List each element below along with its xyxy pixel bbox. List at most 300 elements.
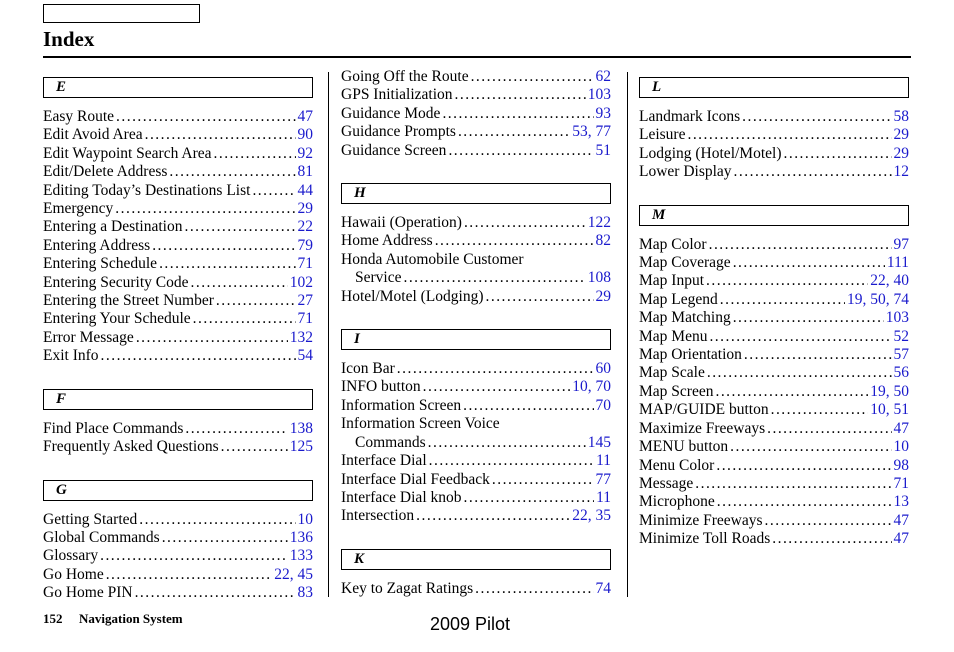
index-entry	[43, 511, 313, 529]
index-entry-heading: Information Screen Voice	[341, 415, 500, 433]
page-refs	[894, 512, 910, 530]
page-refs	[290, 547, 313, 565]
dot-leader	[784, 145, 892, 163]
page-link[interactable]: 103	[885, 309, 909, 327]
index-entry-term: Glossary	[43, 547, 99, 565]
page-refs	[298, 145, 314, 163]
page-refs	[596, 288, 612, 306]
index-entry	[639, 309, 909, 327]
index-entry	[341, 68, 611, 86]
index-entry	[639, 438, 909, 456]
index-entry	[639, 475, 909, 493]
page-link[interactable]: 29	[595, 287, 611, 305]
index-entry	[639, 272, 909, 290]
page-link[interactable]: 10	[870, 401, 886, 419]
index-entry-term: Going Off the Route	[341, 68, 469, 85]
page-refs	[894, 438, 910, 456]
page-refs	[298, 255, 314, 273]
index-entry-term: Error Message	[43, 328, 134, 346]
dot-leader	[716, 457, 891, 475]
page-refs	[894, 475, 910, 493]
page-refs	[894, 530, 910, 548]
page-refs: 22, 40	[870, 272, 909, 290]
page-link[interactable]: 62	[595, 68, 611, 85]
index-entry	[43, 547, 313, 565]
page-number: 152	[43, 611, 63, 626]
dot-leader	[185, 420, 287, 438]
page-refs: 22, 45	[274, 565, 313, 583]
page-refs	[298, 200, 314, 218]
dot-leader	[135, 584, 296, 602]
section-letter: G	[43, 480, 313, 501]
page-refs	[298, 292, 314, 310]
page-link[interactable]: 56	[893, 364, 909, 382]
page-refs	[298, 182, 314, 200]
index-entry	[43, 108, 313, 126]
index-entry	[639, 108, 909, 126]
index-entry-term: Minimize Freeways	[639, 511, 763, 529]
index-entry-term: Global Commands	[43, 528, 160, 546]
index-entry-term: Edit Waypoint Search Area	[43, 144, 212, 162]
page-refs	[298, 310, 314, 328]
column-divider	[627, 72, 628, 597]
index-entry	[639, 383, 909, 401]
index-entry-term: Hawaii (Operation)	[341, 214, 462, 232]
page-refs	[596, 452, 611, 470]
index-entry-term: Lower Display	[639, 163, 732, 181]
page-refs	[887, 254, 909, 272]
page-refs	[298, 237, 314, 255]
section-letter: H	[341, 183, 611, 204]
dot-leader	[106, 566, 273, 584]
page-link[interactable]: 132	[289, 328, 313, 346]
dot-leader	[145, 126, 296, 144]
dot-leader	[169, 163, 295, 181]
page-link[interactable]: 22	[274, 565, 290, 583]
page-refs	[298, 218, 314, 236]
index-entry-term: Entering Schedule	[43, 255, 158, 273]
page-refs	[894, 420, 910, 438]
section-letter: L	[639, 77, 909, 98]
page-link[interactable]: 29	[297, 200, 313, 218]
page-link[interactable]: 122	[587, 214, 611, 232]
section-letter: F	[43, 389, 313, 410]
index-entry	[639, 512, 909, 530]
index-entry-term: Editing Today’s Destinations List	[43, 181, 251, 199]
index-entry-term: Interface Dial Feedback	[341, 470, 490, 488]
page-refs: 53, 77	[572, 123, 611, 141]
page-link[interactable]: 51	[595, 141, 611, 159]
index-entry	[341, 232, 611, 250]
page-refs	[298, 163, 314, 181]
page-link[interactable]: 70	[595, 396, 611, 414]
index-entry-term: Map Coverage	[639, 254, 731, 272]
index-entry-term: Leisure	[639, 126, 686, 144]
dot-leader	[191, 274, 288, 292]
index-entry-term: GPS Initialization	[341, 86, 453, 104]
page-refs	[596, 397, 612, 415]
dot-leader	[492, 471, 594, 489]
page-link[interactable]: 10	[297, 510, 313, 528]
page-link[interactable]: 108	[587, 269, 611, 287]
index-column-1	[43, 77, 313, 603]
index-entry	[43, 420, 313, 438]
page-link[interactable]: 57	[893, 346, 909, 364]
index-entry-term: Map Color	[639, 235, 707, 253]
index-entry-term: Service	[355, 269, 402, 287]
index-entry	[341, 434, 611, 452]
page-link[interactable]: 44	[297, 181, 313, 199]
page-refs	[588, 434, 611, 452]
vehicle-model: 2009 Pilot	[430, 614, 511, 634]
page-link[interactable]: 125	[289, 438, 313, 456]
page-refs	[596, 232, 612, 250]
page-link[interactable]: 60	[595, 360, 611, 378]
page-link[interactable]: 97	[893, 235, 909, 253]
page-link[interactable]: 103	[587, 86, 611, 104]
index-entry	[43, 218, 313, 236]
index-entry	[341, 288, 611, 306]
index-entry-term: Exit Info	[43, 347, 99, 365]
index-entry-term: Getting Started	[43, 510, 138, 528]
page-refs	[290, 420, 313, 438]
index-entry-term: Maximize Freeways	[639, 419, 766, 437]
dot-leader	[742, 108, 891, 126]
index-entry-term: Go Home PIN	[43, 584, 133, 602]
dot-leader	[139, 511, 295, 529]
page-refs	[596, 471, 612, 489]
dot-leader	[717, 493, 892, 511]
dot-leader	[695, 475, 891, 493]
page-refs	[596, 360, 612, 378]
index-entry	[639, 254, 909, 272]
page-refs: 22, 35	[572, 507, 611, 525]
page-link[interactable]: 79	[297, 236, 313, 254]
index-entry	[639, 493, 909, 511]
index-entry	[639, 457, 909, 475]
index-entry-term: Hotel/Motel (Lodging)	[341, 287, 484, 305]
page-refs	[596, 105, 612, 123]
index-entry	[639, 236, 909, 254]
index-entry-term: Guidance Screen	[341, 141, 447, 159]
page-link[interactable]: 74	[595, 579, 611, 597]
index-entry-term: Intersection	[341, 507, 415, 525]
page-refs	[894, 108, 910, 126]
index-entry-term: Frequently Asked Questions	[43, 438, 219, 456]
dot-leader	[463, 397, 593, 415]
index-entry	[43, 255, 313, 273]
index-entry	[341, 214, 611, 232]
index-entry	[341, 123, 611, 141]
index-entry-term: Lodging (Hotel/Motel)	[639, 144, 782, 162]
page-link[interactable]: 83	[297, 584, 313, 602]
dot-leader	[252, 182, 295, 200]
page-link[interactable]: 71	[893, 474, 909, 492]
page-link[interactable]: 50	[870, 290, 886, 308]
page-link[interactable]: 29	[893, 126, 909, 144]
page-link[interactable]: 92	[297, 144, 313, 162]
index-entry	[341, 269, 611, 287]
page-refs	[894, 163, 910, 181]
page-link[interactable]: 90	[297, 126, 313, 144]
dot-leader	[709, 236, 892, 254]
index-entry-term: Go Home	[43, 565, 104, 583]
index-column-3	[639, 77, 909, 549]
index-entry-heading: Honda Automobile Customer	[341, 250, 524, 268]
page-link[interactable]: 13	[893, 493, 909, 511]
index-entry-term: Information Screen	[341, 396, 462, 414]
page-refs	[596, 68, 612, 86]
page-refs	[894, 493, 910, 511]
index-entry-term: Map Screen	[639, 382, 714, 400]
page-link[interactable]: 27	[297, 292, 313, 310]
page-refs	[298, 108, 314, 126]
index-entry-term: Edit Avoid Area	[43, 126, 143, 144]
page-link[interactable]: 71	[297, 310, 313, 328]
index-entry	[639, 401, 909, 419]
dot-leader	[115, 200, 295, 218]
page-link[interactable]: 45	[297, 565, 313, 583]
dot-leader	[709, 328, 891, 346]
dot-leader	[423, 378, 571, 396]
dot-leader	[162, 529, 288, 547]
dot-leader	[442, 105, 593, 123]
page-refs	[290, 329, 313, 347]
dot-leader	[429, 452, 594, 470]
index-entry-term: Edit/Delete Address	[43, 163, 168, 181]
page-refs	[596, 489, 611, 507]
dot-leader	[101, 347, 296, 365]
page-link[interactable]: 54	[297, 347, 313, 365]
dot-leader	[706, 272, 868, 290]
index-entry-term: Entering a Destination	[43, 218, 183, 236]
index-entry-term: Interface Dial knob	[341, 488, 462, 506]
index-entry	[341, 397, 611, 415]
page-refs	[894, 364, 910, 382]
index-entry	[43, 237, 313, 255]
dot-leader	[772, 530, 891, 548]
dot-leader	[464, 489, 595, 507]
dot-leader	[397, 360, 594, 378]
index-entry	[43, 310, 313, 328]
page-link[interactable]: 93	[595, 104, 611, 122]
index-entry	[639, 291, 909, 309]
index-entry-term: Map Scale	[639, 364, 705, 382]
index-entry	[43, 438, 313, 456]
index-entry-term: Menu Color	[639, 456, 715, 474]
index-entry-term: MAP/GUIDE button	[639, 401, 769, 419]
index-entry	[43, 274, 313, 292]
page-link[interactable]: 10	[893, 438, 909, 456]
page-link[interactable]: 102	[289, 273, 313, 291]
dot-leader	[136, 329, 288, 347]
index-entry-term: INFO button	[341, 378, 421, 396]
page-refs	[894, 145, 910, 163]
page-link[interactable]: 98	[893, 456, 909, 474]
page-link[interactable]: 47	[893, 530, 909, 548]
index-entry-term: Map Matching	[639, 309, 731, 327]
index-entry-term: Map Legend	[639, 290, 718, 308]
index-entry	[341, 105, 611, 123]
dot-leader	[730, 438, 891, 456]
index-entry	[341, 580, 611, 598]
page-link[interactable]: 70	[595, 378, 611, 396]
index-entry-term: Guidance Mode	[341, 104, 441, 122]
page-link[interactable]: 10	[572, 378, 588, 396]
page-link[interactable]: 82	[595, 232, 611, 250]
dot-leader	[734, 163, 892, 181]
page-link[interactable]: 22	[297, 218, 313, 236]
index-entry	[43, 529, 313, 547]
index-entry-term: Minimize Toll Roads	[639, 530, 771, 548]
page-refs	[298, 347, 314, 365]
page-link[interactable]: 138	[289, 419, 313, 437]
index-entry	[639, 530, 909, 548]
index-entry-term: Microphone	[639, 493, 715, 511]
page-link[interactable]: 11	[596, 452, 611, 470]
page-link[interactable]: 35	[595, 507, 611, 525]
index-entry	[43, 329, 313, 347]
index-entry	[43, 292, 313, 310]
page-link[interactable]: 77	[595, 470, 611, 488]
dot-leader	[214, 145, 296, 163]
dot-leader	[715, 383, 868, 401]
index-entry	[341, 452, 611, 470]
index-entry	[341, 360, 611, 378]
index-entry-term: Key to Zagat Ratings	[341, 579, 474, 597]
page-link[interactable]: 58	[893, 108, 909, 125]
page-refs	[290, 438, 313, 456]
index-entry	[341, 507, 611, 525]
page-link[interactable]: 22	[870, 272, 886, 290]
page-link[interactable]: 74	[893, 290, 909, 308]
dot-leader	[216, 292, 296, 310]
page-link[interactable]: 136	[289, 528, 313, 546]
index-entry-term: Easy Route	[43, 108, 115, 125]
index-entry	[639, 328, 909, 346]
page-link[interactable]: 71	[297, 255, 313, 273]
index-entry-term: Map Menu	[639, 327, 708, 345]
section-letter: M	[639, 205, 909, 226]
page-refs	[298, 584, 314, 602]
section-letter: E	[43, 77, 313, 98]
dot-leader	[486, 288, 594, 306]
page-refs	[588, 214, 611, 232]
index-entry	[341, 489, 611, 507]
page-link[interactable]: 40	[893, 272, 909, 290]
index-entry	[43, 182, 313, 200]
page-link[interactable]: 77	[595, 123, 611, 141]
index-entry-term: Entering Your Schedule	[43, 310, 191, 328]
page-refs	[298, 126, 314, 144]
index-entry-term: Icon Bar	[341, 360, 395, 378]
page-link[interactable]: 50	[893, 382, 909, 400]
page-refs: 10, 51	[870, 401, 909, 419]
page-refs	[886, 309, 909, 327]
dot-leader	[100, 547, 288, 565]
page-link[interactable]: 51	[893, 401, 909, 419]
index-entry	[43, 584, 313, 602]
page-link[interactable]: 133	[289, 547, 313, 565]
page-link[interactable]: 53	[572, 123, 588, 141]
index-entry	[43, 566, 313, 584]
dot-leader	[184, 218, 295, 236]
index-entry	[43, 163, 313, 181]
footer-label: Navigation System	[79, 611, 183, 626]
index-entry-term: Map Orientation	[639, 346, 742, 364]
dot-leader	[403, 269, 585, 287]
dot-leader	[767, 420, 891, 438]
index-entry	[43, 200, 313, 218]
section-letter: I	[341, 329, 611, 350]
index-entry	[341, 471, 611, 489]
page-link[interactable]: 19	[870, 382, 886, 400]
index-entry	[341, 378, 611, 396]
index-entry-term: Commands	[355, 433, 426, 451]
page-link[interactable]: 19	[847, 290, 863, 308]
dot-leader	[416, 507, 570, 525]
page-link[interactable]: 111	[886, 254, 909, 272]
dot-leader	[428, 434, 586, 452]
page-link[interactable]: 47	[893, 419, 909, 437]
page-link[interactable]: 29	[893, 144, 909, 162]
page-refs	[588, 269, 611, 287]
page-refs	[588, 86, 611, 104]
dot-leader	[733, 309, 884, 327]
dot-leader	[448, 142, 593, 160]
page-link[interactable]: 47	[297, 108, 313, 125]
page-link[interactable]: 145	[587, 433, 611, 451]
dot-leader	[471, 68, 594, 86]
dot-leader	[458, 123, 570, 141]
page-link[interactable]: 47	[893, 511, 909, 529]
index-entry-term: Entering the Street Number	[43, 292, 214, 310]
page-link[interactable]: 12	[893, 163, 909, 181]
page-refs	[894, 126, 910, 144]
index-entry	[341, 142, 611, 160]
page-link[interactable]: 52	[893, 327, 909, 345]
dot-leader	[464, 214, 586, 232]
index-entry-term: Interface Dial	[341, 452, 427, 470]
index-entry-term: Message	[639, 474, 694, 492]
page-link[interactable]: 11	[596, 488, 611, 506]
page-refs	[290, 529, 313, 547]
page-link[interactable]: 22	[572, 507, 588, 525]
index-entry-term: Find Place Commands	[43, 419, 184, 437]
page-refs: 19, 50	[870, 382, 909, 400]
page-refs	[894, 457, 910, 475]
dot-leader	[744, 346, 892, 364]
page-refs: 10, 70	[572, 378, 611, 396]
index-entry-term: Guidance Prompts	[341, 123, 456, 141]
page-refs	[290, 274, 313, 292]
page-refs	[894, 328, 910, 346]
column-divider	[328, 72, 329, 597]
dot-leader	[159, 255, 295, 273]
index-entry	[43, 126, 313, 144]
index-entry	[639, 163, 909, 181]
title-rule	[43, 56, 911, 58]
dot-leader	[152, 237, 295, 255]
index-entry	[639, 364, 909, 382]
page-refs	[298, 511, 314, 529]
index-entry-term: Entering Address	[43, 236, 151, 254]
dot-leader	[765, 512, 892, 530]
index-entry-term: Landmark Icons	[639, 108, 741, 125]
dot-leader	[771, 401, 869, 419]
page-link[interactable]: 81	[297, 163, 313, 181]
page-refs	[596, 580, 612, 598]
